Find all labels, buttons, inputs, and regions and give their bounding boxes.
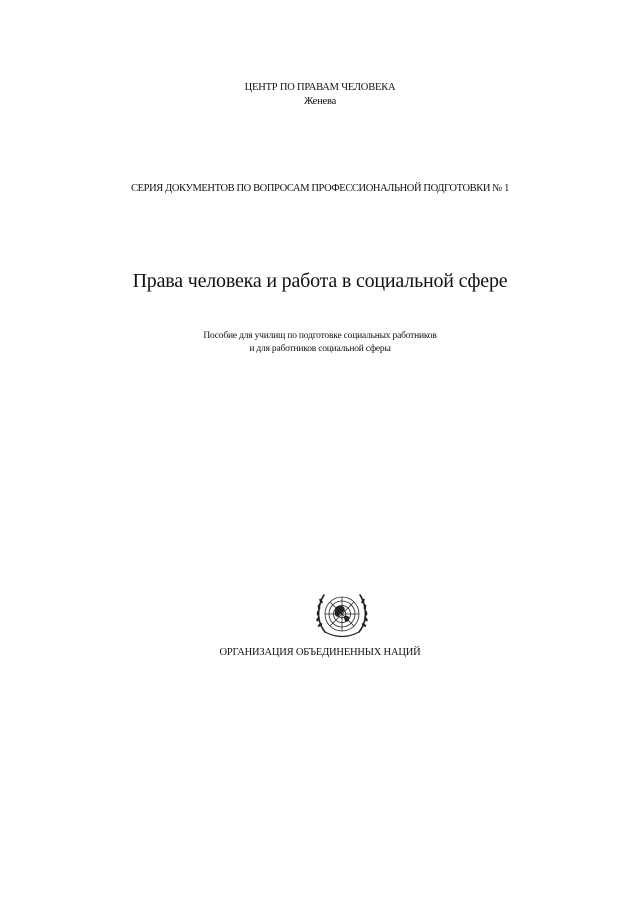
un-emblem-icon bbox=[311, 587, 373, 645]
series-title: СЕРИЯ ДОКУМЕНТОВ ПО ВОПРОСАМ ПРОФЕССИОНАЛЬНОЙ ПОДГОТОВКИ № 1 bbox=[131, 183, 509, 194]
subtitle-line-1: Пособие для училищ по подготовке социальных работников bbox=[203, 331, 437, 341]
document-title: Права человека и работа в социальной сфере bbox=[132, 270, 508, 292]
publisher-name: ОРГАНИЗАЦИЯ ОБЪЕДИНЕННЫХ НАЦИЙ bbox=[219, 647, 421, 658]
subtitle-line-2: и для работников социальной сферы bbox=[249, 344, 391, 354]
header-city: Женева bbox=[303, 96, 337, 107]
header-organization: ЦЕНТР ПО ПРАВАМ ЧЕЛОВЕКА bbox=[244, 82, 396, 93]
